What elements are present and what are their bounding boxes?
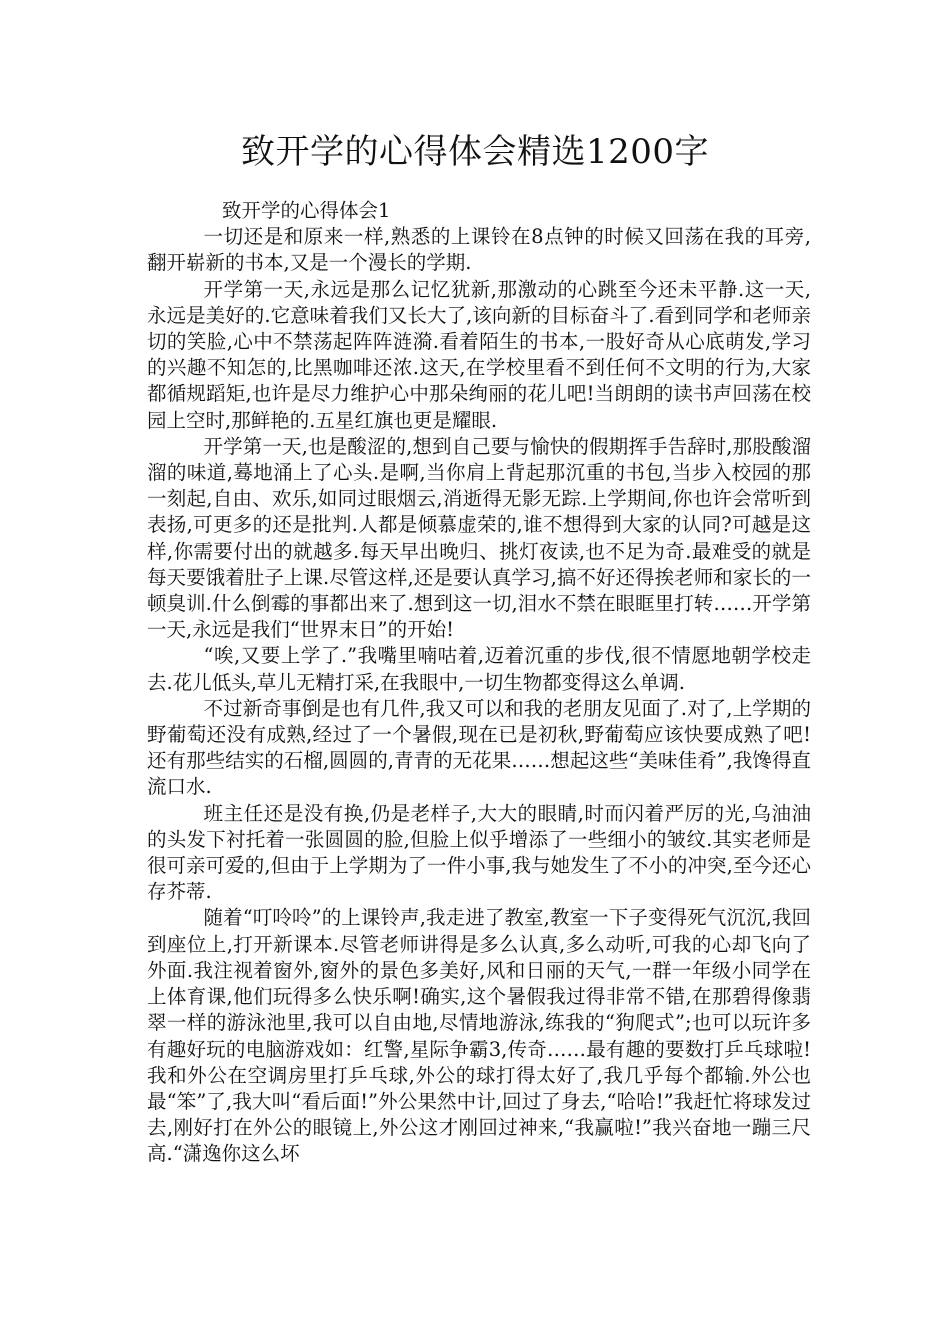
paragraph: 一切还是和原来一样,熟悉的上课铃在8点钟的时候又回荡在我的耳旁,翻开崭新的书本,又是一个漫长的学期. (147, 225, 811, 275)
document-body (147, 198, 811, 1168)
document-title: 致开学的心得体会精选1200字 (240, 132, 710, 172)
paragraph: 开学第一天,也是酸涩的,想到自己要与愉快的假期挥手告辞时,那股酸溜溜的味道,蓦地涌上了心头.是啊,当你肩上背起那沉重的书包,当步入校园的那一刻起,自由、欢乐,如同过眼烟云,消逝得无影无踪.上学期间,你也许会常听到表扬,可更多的还是批判.人都是倾慕虚荣的,谁不想得到大家的认同?可越是这样,你需要付出的就越多.每天早出晚归、挑灯夜读,也不足为奇.最难受的就是每天要饿着肚子上课.尽管这样,还是要认真学习,搞不好还得挨老师和家长的一顿臭训.什么倒霉的事都出来了.想到这一切,泪水不禁在眼眶里打转……开学第一天,永远是我们“世界末日”的开始! (147, 434, 811, 642)
paragraph: 不过新奇事倒是也有几件,我又可以和我的老朋友见面了.对了,上学期的野葡萄还没有成熟,经过了一个暑假,现在已是初秋,野葡萄应该快要成熟了吧!还有那些结实的石榴,圆圆的,青青的无花果……想起这些“美味佳肴”,我馋得直流口水. (147, 696, 811, 799)
section-heading: 致开学的心得体会1 (222, 199, 391, 222)
paragraph: 班主任还是没有换,仍是老样子,大大的眼睛,时而闪着严厉的光,乌油油的头发下衬托着一张圆圆的脸,但脸上似乎增添了一些细小的皱纹.其实老师是很可亲可爱的,但由于上学期为了一件小事,我与她发生了不小的冲突,至今还心存芥蒂. (147, 801, 811, 904)
paragraph: 随着“叮呤呤”的上课铃声,我走进了教室,教室一下子变得死气沉沉,我回到座位上,打开新课本.尽管老师讲得是多么认真,多么动听,可我的心却飞向了外面.我注视着窗外,窗外的景色多美好,风和日丽的天气,一群一年级小同学在上体育课,他们玩得多么快乐啊!确实,这个暑假我过得非常不错,在那碧得像翡翠一样的游泳池里,我可以自由地,尽情地游泳,练我的“狗爬式”;也可以玩许多有趣好玩的电脑游戏如：红警,星际争霸3,传奇……最有趣的要数打乒乓球啦!我和外公在空调房里打乒乓球,外公的球打得太好了,我几乎每个都输.外公也最“笨”了,我大叫“看后面!”外公果然中计,回过了身去,“哈哈!”我赶忙将球发过去,刚好打在外公的眼镜上,外公这才刚回过神来,“我赢啦!”我兴奋地一蹦三尺高.“潇逸你这么坏 (147, 906, 811, 1166)
paragraph: “唉,又要上学了.”我嘴里喃咕着,迈着沉重的步伐,很不情愿地朝学校走去.花儿低头,草儿无精打采,在我眼中,一切生物都变得这么单调. (147, 644, 811, 694)
paragraph: 开学第一天,永远是那么记忆犹新,那激动的心跳至今还未平静.这一天,永远是美好的.它意味着我们又长大了,该向新的目标奋斗了.看到同学和老师亲切的笑脸,心中不禁荡起阵阵涟漪.看着陌生的书本,一股好奇从心底萌发,学习的兴趣不知怎的,比黑咖啡还浓.这天,在学校里看不到任何不文明的行为,大家都循规蹈矩,也许是尽力维护心中那朵绚丽的花儿吧!当朗朗的读书声回荡在校园上空时,那鲜艳的.五星红旗也更是耀眼. (147, 277, 811, 432)
